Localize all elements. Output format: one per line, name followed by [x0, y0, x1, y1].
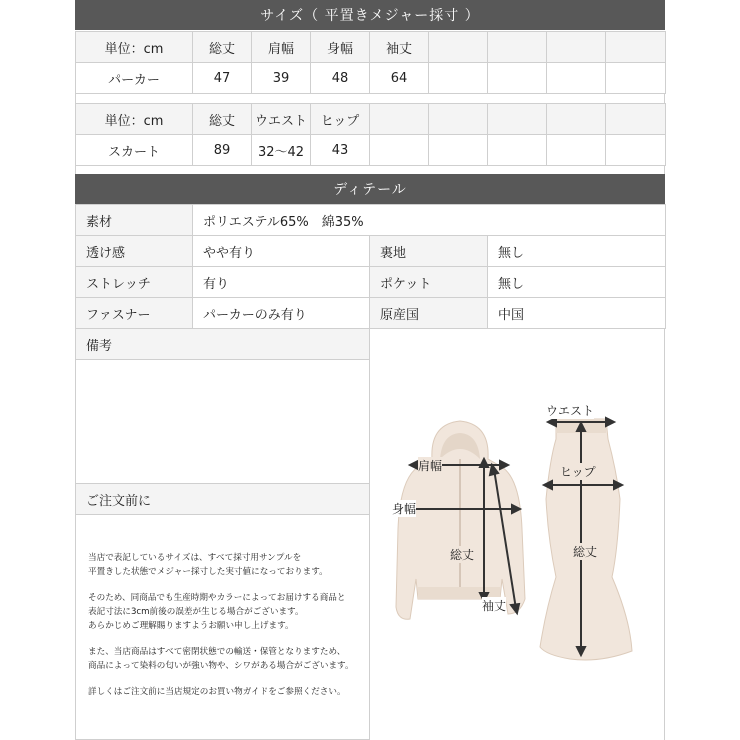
material-label: 素材 — [76, 205, 193, 236]
table-cell — [429, 135, 488, 166]
table-cell: 89 — [193, 135, 252, 166]
hip-label: ヒップ — [560, 465, 596, 479]
header-cell: ヒップ — [311, 104, 370, 135]
detail-key: 裏地 — [370, 236, 488, 267]
notes-line: あらかじめご理解賜りますようお願い申し上げます。 — [88, 621, 294, 631]
header-cell — [370, 104, 429, 135]
notes-paragraph — [88, 551, 368, 579]
notes-paragraph — [88, 685, 368, 699]
header-cell: 総丈 — [193, 104, 252, 135]
detail-value: 有り — [193, 267, 370, 298]
remarks-label: 備考 — [76, 329, 369, 359]
table-cell: パーカー — [76, 63, 193, 94]
detail-key: ストレッチ — [76, 267, 193, 298]
lower-section — [75, 329, 665, 740]
sleeve-length-label: 袖丈 — [482, 599, 507, 613]
table-row — [76, 63, 666, 94]
notes-line: 平置きした状態でメジャー採寸した実寸値になっております。 — [88, 567, 328, 577]
table-cell — [429, 63, 488, 94]
skirt-illustration — [540, 419, 632, 660]
header-cell: 総丈 — [193, 32, 252, 63]
detail-key: ポケット — [370, 267, 488, 298]
divider — [76, 514, 369, 515]
table-cell: 48 — [311, 63, 370, 94]
notes-line: 当店で表記しているサイズは、すべて採寸用サンプルを — [88, 553, 302, 563]
table-header-row — [76, 32, 666, 63]
header-cell: 単位：cm — [76, 104, 193, 135]
detail-value: やや有り — [193, 236, 370, 267]
header-cell — [429, 32, 488, 63]
notes-paragraph — [88, 591, 368, 633]
header-cell — [547, 104, 606, 135]
table-cell: 39 — [252, 63, 311, 94]
waist-label: ウエスト — [546, 404, 595, 418]
table-cell — [547, 135, 606, 166]
header-cell: 身幅 — [311, 32, 370, 63]
spec-sheet — [75, 0, 665, 740]
header-cell — [606, 32, 666, 63]
tops-size-table — [75, 31, 666, 94]
header-cell — [488, 104, 547, 135]
order-notes-text — [88, 551, 368, 711]
notes-line: そのため、同商品でも生産時期やカラーによってお届けする商品と — [88, 593, 346, 603]
hoodie-length-label: 総丈 — [450, 548, 475, 562]
measurement-diagram — [370, 329, 665, 740]
table-header-row — [76, 104, 666, 135]
table-cell — [547, 63, 606, 94]
table-spacer — [75, 165, 665, 174]
header-cell — [429, 104, 488, 135]
bottoms-size-table — [75, 103, 666, 166]
notes-line: 表記寸法に3cm前後の誤差が生じる場合がございます。 — [88, 607, 304, 617]
detail-value: 中国 — [488, 298, 666, 329]
table-cell — [606, 63, 666, 94]
detail-value: 無し — [488, 267, 666, 298]
table-row — [76, 205, 666, 236]
notes-paragraph — [88, 645, 368, 673]
table-cell — [488, 63, 547, 94]
detail-table — [75, 204, 666, 329]
detail-section-title: ディテール — [75, 174, 665, 204]
notes-line: 商品によって染料の匂いが強い物や、シワがある場合がございます。 — [88, 661, 354, 671]
header-cell: ウエスト — [252, 104, 311, 135]
table-row — [76, 236, 666, 267]
table-cell: 43 — [311, 135, 370, 166]
table-cell — [606, 135, 666, 166]
skirt-length-label: 総丈 — [573, 545, 598, 559]
detail-key: 透け感 — [76, 236, 193, 267]
table-cell: 32〜42 — [252, 135, 311, 166]
detail-key: ファスナー — [76, 298, 193, 329]
size-section-title: サイズ（ 平置きメジャー採寸 ） — [75, 0, 665, 30]
shoulder-label: 肩幅 — [418, 459, 443, 473]
table-cell: 64 — [370, 63, 429, 94]
notes-column — [75, 329, 370, 740]
table-cell: スカート — [76, 135, 193, 166]
header-cell: 袖丈 — [370, 32, 429, 63]
order-notes-label: ご注文前に — [76, 484, 369, 514]
hoodie-illustration — [396, 421, 525, 619]
detail-value: パーカーのみ有り — [193, 298, 370, 329]
material-value: ポリエステル65% 綿35% — [193, 205, 666, 236]
table-spacer — [75, 93, 665, 103]
notes-line: 詳しくはご注文前に当店規定のお買い物ガイドをご参照ください。 — [88, 687, 346, 697]
notes-line: また、当店商品はすべて密閉状態での輸送・保管となりますため、 — [88, 647, 346, 657]
table-row — [76, 298, 666, 329]
table-row — [76, 135, 666, 166]
table-row — [76, 267, 666, 298]
header-cell: 単位：cm — [76, 32, 193, 63]
header-cell — [488, 32, 547, 63]
header-cell: 肩幅 — [252, 32, 311, 63]
header-cell — [606, 104, 666, 135]
detail-value: 無し — [488, 236, 666, 267]
body-width-label: 身幅 — [392, 502, 417, 516]
divider — [76, 359, 369, 360]
table-cell: 47 — [193, 63, 252, 94]
garment-illustration — [370, 329, 665, 740]
header-cell — [547, 32, 606, 63]
table-cell — [370, 135, 429, 166]
detail-key: 原産国 — [370, 298, 488, 329]
table-cell — [488, 135, 547, 166]
